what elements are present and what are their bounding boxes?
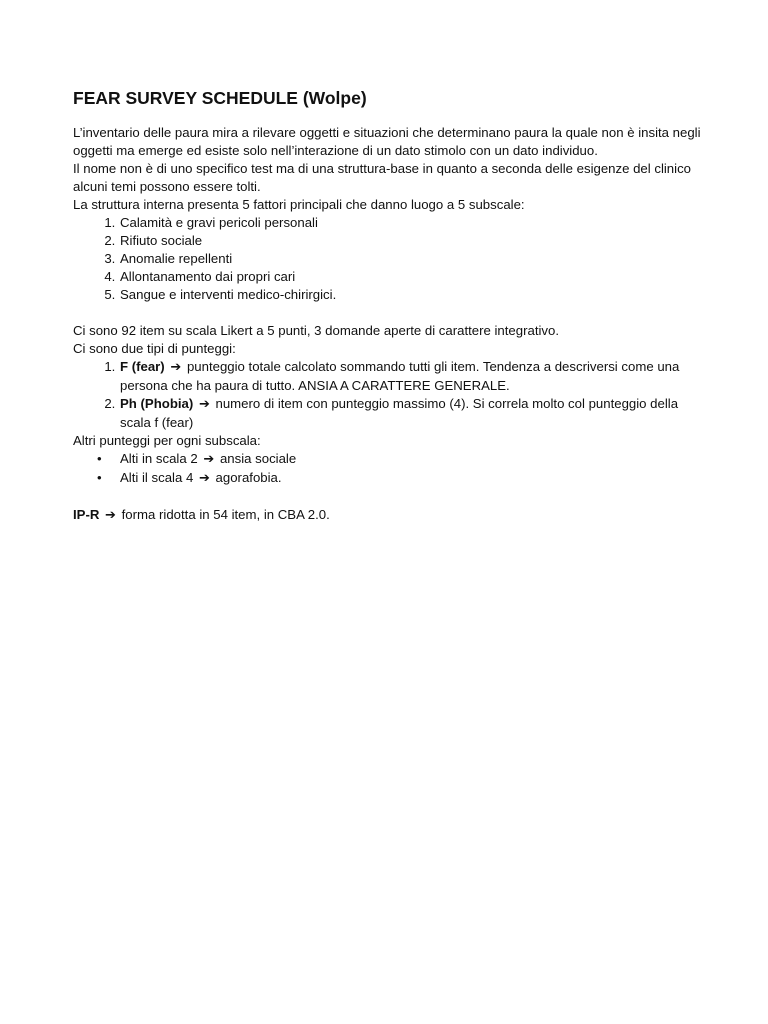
name-note-paragraph: Il nome non è di uno specifico test ma di una struttura-base in quanto a seconda delle esigenze del clinico alcuni temi possono essere tolti.: [73, 161, 691, 194]
subscale-scores-list: [73, 450, 705, 488]
short-form-term: IP-R: [73, 507, 100, 522]
score-item: [119, 395, 705, 432]
arrow-right-icon: ➔: [170, 360, 182, 375]
other-scores-intro-paragraph: Altri punteggi per ogni subscala:: [73, 433, 261, 448]
subscale-score-prefix: Alti il scala 4: [120, 470, 197, 485]
spacer: [73, 304, 705, 322]
structure-intro-paragraph: La struttura interna presenta 5 fattori principali che danno luogo a 5 subscale:: [73, 197, 525, 212]
score-description: punteggio totale calcolato sommando tutti gli item. Tendenza a descriversi come una persona che ha paura di tutto. ANSIA A CARATTERE GENERALE.: [120, 359, 680, 393]
arrow-right-icon: ➔: [198, 471, 210, 486]
scores-intro-paragraph: Ci sono due tipi di punteggi:: [73, 341, 236, 356]
score-term: F (fear): [120, 359, 165, 374]
factor-item: 4. Allontanamento dai propri cari: [119, 268, 705, 286]
short-form-text: forma ridotta in 54 item, in CBA 2.0.: [121, 507, 330, 522]
scores-list: [73, 358, 705, 432]
factor-item: 1. Calamità e gravi pericoli personali: [119, 214, 705, 232]
subscale-score-item: [97, 450, 705, 469]
subscale-score-item: [97, 469, 705, 488]
subscale-score-text: agorafobia.: [215, 470, 282, 485]
arrow-right-icon: ➔: [105, 508, 116, 523]
subscale-score-text: ansia sociale: [219, 451, 297, 466]
document-title: FEAR SURVEY SCHEDULE (Wolpe): [73, 88, 367, 108]
short-form-paragraph: [73, 506, 705, 525]
document-page: [73, 86, 705, 525]
factor-item: 5. Sangue e interventi medico-chirirgici.: [119, 286, 705, 304]
score-term: Ph (Phobia): [120, 396, 194, 411]
bullet-icon: •: [97, 451, 102, 466]
factors-list: [73, 214, 705, 304]
score-description: numero di item con punteggio massimo (4). Si correla molto col punteggio della scala f (fear): [120, 396, 679, 430]
spacer: [73, 488, 705, 506]
intro-paragraph: L’inventario delle paura mira a rilevare oggetti e situazioni che determinano paura la quale non è insita negli oggetti ma emerge ed esiste solo nell’interazione di un dato stimolo con un dato individuo.: [73, 125, 701, 158]
score-item: [119, 358, 705, 395]
bullet-icon: •: [97, 470, 102, 485]
items-note-paragraph: Ci sono 92 item su scala Likert a 5 punti, 3 domande aperte di carattere integrativo.: [73, 323, 560, 338]
arrow-right-icon: ➔: [203, 452, 215, 467]
factor-item: 2. Rifiuto sociale: [119, 232, 705, 250]
arrow-right-icon: ➔: [198, 397, 210, 412]
subscale-score-prefix: Alti in scala 2: [120, 451, 198, 466]
factor-item: 3. Anomalie repellenti: [119, 250, 705, 268]
